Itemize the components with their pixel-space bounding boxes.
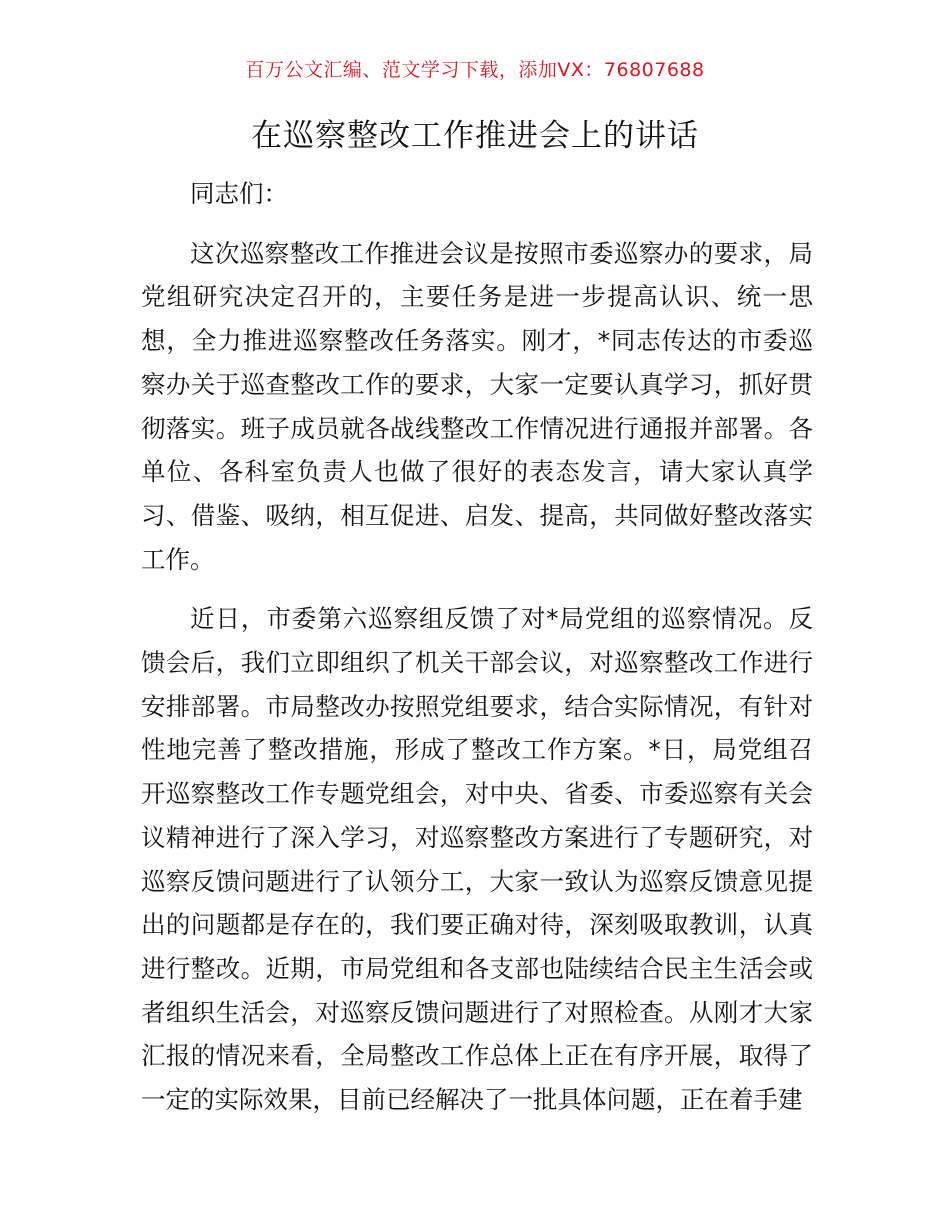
- salutation: 同志们：: [190, 179, 288, 208]
- paragraph-1: 这次巡察整改工作推进会议是按照市委巡察办的要求，局党组研究决定召开的，主要任务是进一步提高认识、统一思想，全力推进巡察整改任务落实。刚才，*同志传达的市委巡察办关于巡查整改工作的要求，大家一定要认真学习，抓好贯彻落实。班子成员就各战线整改工作情况进行通报并部署。各单位、各科室负责人也做了很好的表态发言，请大家认真学习、借鉴、吸纳，相互促进、启发、提高，共同做好整改落实工作。: [141, 238, 813, 574]
- paragraph-2: 近日，市委第六巡察组反馈了对*局党组的巡察情况。反馈会后，我们立即组织了机关干部会议，对巡察整改工作进行安排部署。市局整改办按照党组要求，结合实际情况，有针对性地完善了整改措施，形成了整改工作方案。*日，局党组召开巡察整改工作专题党组会，对中央、省委、市委巡察有关会议精神进行了深入学习，对巡察整改方案进行了专题研究，对巡察反馈问题进行了认领分工，大家一致认为巡察反馈意见提出的问题都是存在的，我们要正确对待，深刻吸取教训，认真进行整改。近期，市局党组和各支部也陆续结合民主生活会或者组织生活会，对巡察反馈问题进行了对照检查。从刚才大家汇报的情况来看，全局整改工作总体上正在有序开展，取得了一定的实际效果，目前已经解决了一批具体问题，正在着手建: [141, 604, 813, 1115]
- document-body: [141, 172, 813, 1122]
- document-title: 在巡察整改工作推进会上的讲话: [251, 118, 699, 154]
- header-watermark-note: 百万公文汇编、范文学习下载，添加VX：76807688: [245, 59, 705, 81]
